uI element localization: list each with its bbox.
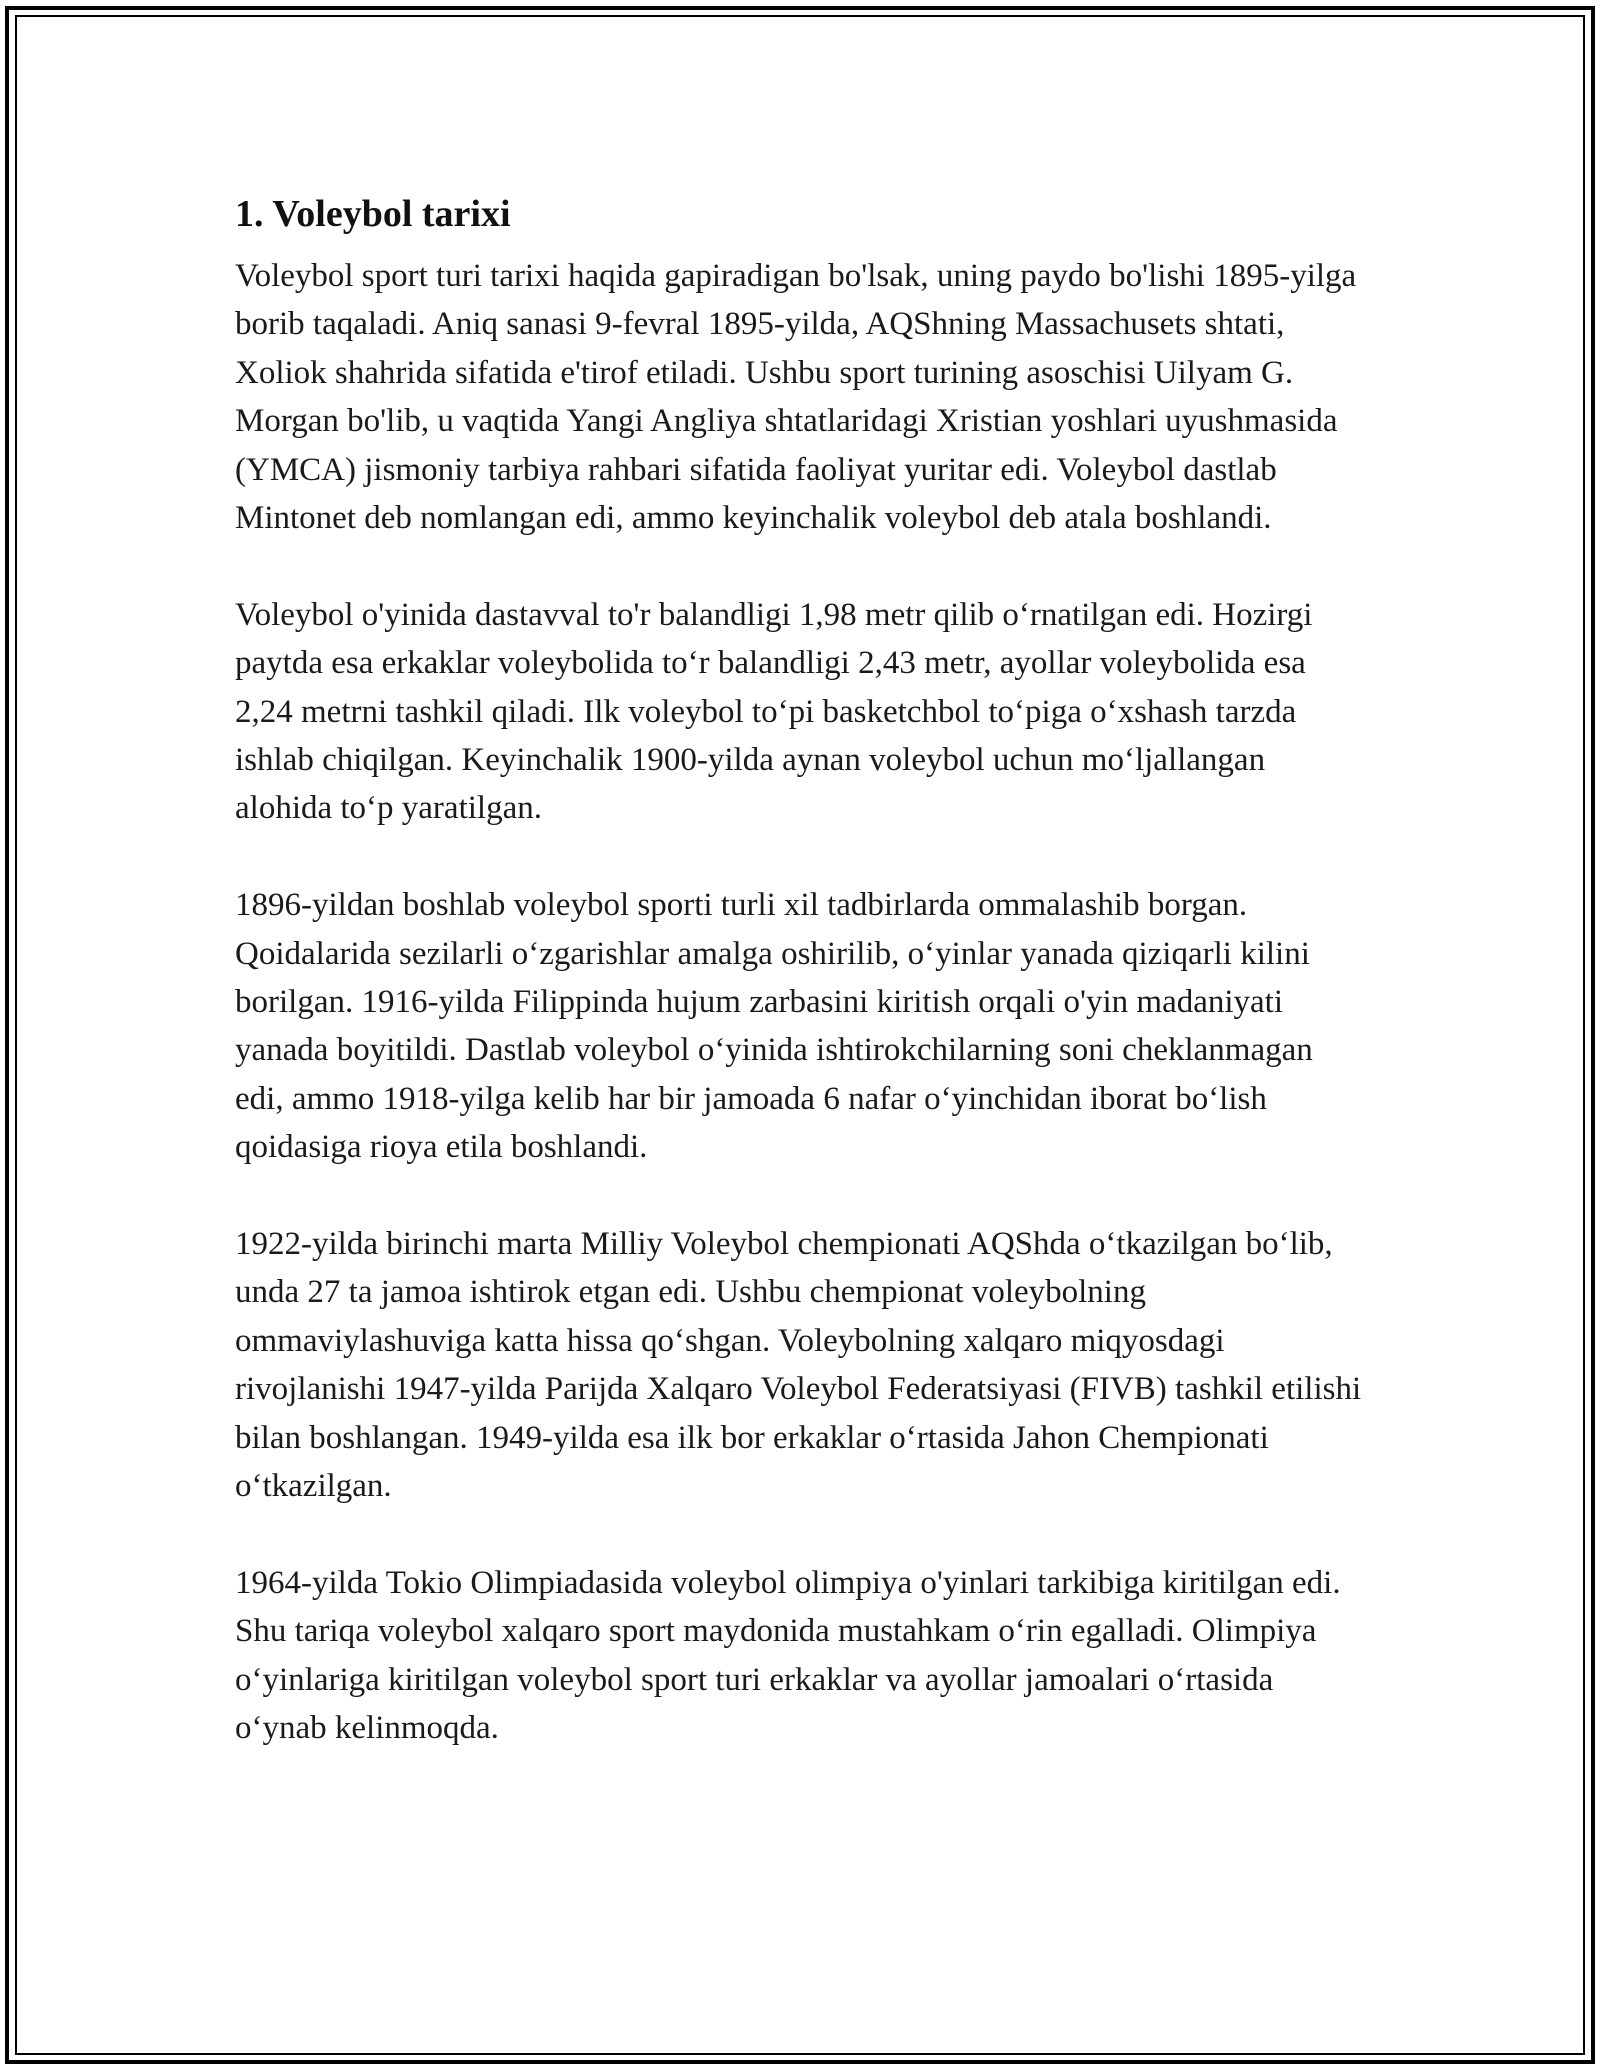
- paragraph-championships: 1922-yilda birinchi marta Milliy Voleybol chempionati AQShda oʻtkazilgan boʻlib, unda 27 ta jamoa ishtirok etgan edi. Ushbu chempionat voleybolning ommaviylashuviga katta hissa qoʻshgan. Voleybolning xalqaro miqyosdagi rivojlanishi 1947-yilda Parijda Xalqaro Voleybol Federatsiyasi (FIVB) tashkil etilishi bilan boshlangan. 1949-yilda esa ilk bor erkaklar oʻrtasida Jahon Chempionati oʻtkazilgan.: [235, 1226, 1362, 1505]
- paragraph-origin: Voleybol sport turi tarixi haqida gapiradigan bo'lsak, uning paydo bo'lishi 1895-yilga borib taqaladi. Aniq sanasi 9-fevral 1895-yilda, AQShning Massachusets shtati, Xoliok shahrida sifatida e'tirof etiladi. Ushbu sport turining asoschisi Uilyam G. Morgan bo'lib, u vaqtida Yangi Angliya shtatlaridagi Xristian yoshlari uyushmasida (YMCA) jismoniy tarbiya rahbari sifatida faoliyat yuritar edi. Voleybol dastlab Mintonet deb nomlangan edi, ammo keyinchalik voleybol deb atala boshlandi.: [235, 258, 1357, 537]
- paragraph-olympics: 1964-yilda Tokio Olimpiadasida voleybol olimpiya o'yinlari tarkibiga kiritilgan edi. Shu tariqa voleybol xalqaro sport maydonida mustahkam oʻrin egalladi. Olimpiya oʻyinlariga kiritilgan voleybol sport turi erkaklar va ayollar jamoalari oʻrtasida oʻynab kelinmoqda.: [235, 1564, 1341, 1747]
- paragraph-rules-development: 1896-yildan boshlab voleybol sporti turli xil tadbirlarda ommalashib borgan. Qoidalarida sezilarli oʻzgarishlar amalga oshirilib, oʻyinlar yanada qiziqarli kilini borilgan. 1916-yilda Filippinda hujum zarbasini kiritish orqali o'yin madaniyati yanada boyitildi. Dastlab voleybol oʻyinida ishtirokchilarning soni cheklanmagan edi, ammo 1918-yilga kelib har bir jamoada 6 nafar oʻyinchidan iborat boʻlish qoidasiga rioya etila boshlandi.: [235, 887, 1313, 1166]
- section-heading: 1. Voleybol tarixi: [235, 193, 511, 235]
- document-body: [235, 186, 1365, 1753]
- paragraph-net-and-ball: Voleybol o'yinida dastavval to'r balandligi 1,98 metr qilib oʻrnatilgan edi. Hozirgi paytda esa erkaklar voleybolida toʻr balandligi 2,43 metr, ayollar voleybolida esa 2,24 metrni tashkil qiladi. Ilk voleybol toʻpi basketchbol toʻpiga oʻxshash tarzda ishlab chiqilgan. Keyinchalik 1900-yilda aynan voleybol uchun moʻljallangan alohida toʻp yaratilgan.: [235, 596, 1313, 827]
